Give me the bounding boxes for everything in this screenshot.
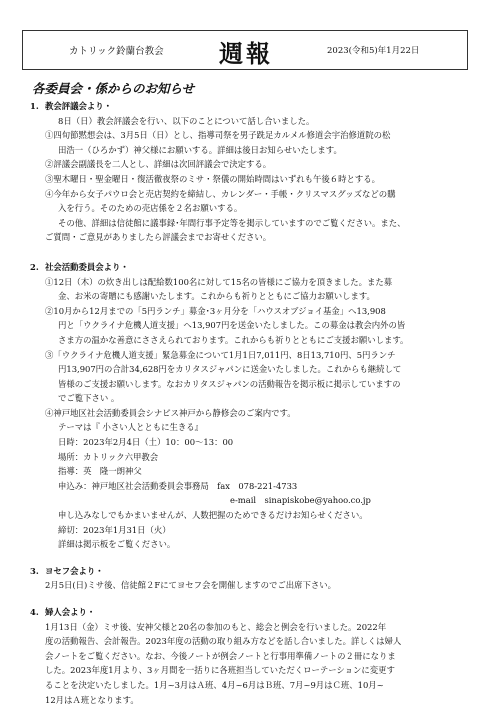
church-name: カトリック鈴蘭台教会 xyxy=(69,46,164,57)
section-3-label: ヨセフ会より・ xyxy=(45,565,104,576)
section-2-label: 社会活動委員会より・ xyxy=(45,261,129,272)
section-4-label: 婦人会より・ xyxy=(45,607,96,617)
s2-line: ①12日（木）の炊き出しは配給数100名に対して15名の皆様にご協力を頂きました。また募 xyxy=(45,276,393,287)
section-1-number: 1. xyxy=(30,101,39,111)
s2-line: e-mail sinapiskobe@yahoo.co.jp xyxy=(230,495,371,506)
s2-line: 詳細は掲示板をご覧ください。 xyxy=(58,539,176,550)
s2-line: 申し込みなしでもかまいませんが、人数把握のためできるだけお知らせください。 xyxy=(58,510,368,521)
bulletin-title: 週報 xyxy=(219,39,273,68)
s2-line: でご覧下さい 。 xyxy=(58,393,120,404)
s2-line: 円13,907円の合計34,628円をカリタスジャパンに送金いたしました。これからも継続して xyxy=(58,364,402,375)
s2-line: 円と「ウクライナ危機人道支援」へ13,907円を送金いたしました。この募金は教会内外の皆 xyxy=(58,320,406,331)
page-heading: 各委員会・係からのお知らせ xyxy=(32,81,195,96)
s2-line: ③「ウクライナ危機人道支援」緊急募金について1月1日7,011円、8日13,710円、5円ランチ xyxy=(45,349,396,360)
section-3-number: 3. xyxy=(30,565,39,576)
s1-line: 田浩一（ひろかず）神父様にお願いする。詳細は後日お知らせいたします。 xyxy=(58,144,342,155)
s4-line: ることを決定いたしました。1月~3月はＡ班、4月~6月はＢ班、7月~9月はＣ班、10月~ xyxy=(45,679,384,690)
section-1-label: 教会評議会より・ xyxy=(45,101,112,111)
s4-line: 1月13日（金）ミサ後、安神父様と20名の参加のもと、総会と例会を行いました。2022年 xyxy=(45,621,387,632)
announcements xyxy=(30,99,470,707)
s4-line: した。2023年度1月より、3ヶ月間を一括りに各班担当していただくローテーションに変更す xyxy=(45,665,395,676)
section-4-number: 4. xyxy=(30,607,39,617)
s2-line: 金、お米の寄贈にも感謝いたします。これからも祈りとともにご協力お願いします。 xyxy=(58,291,375,302)
s1-line: ④今年から女子パウロ会と売店契約を締結し、カレンダー・手帳・クリスマスグッズなどの購 xyxy=(45,188,396,199)
s2-line: 申込み：神戸地区社会活動委員会事務局 fax 078-221-4733 xyxy=(58,480,298,491)
s2-line: テーマは『 小さい人とともに生きる』 xyxy=(58,422,204,433)
bulletin-date: 2023(令和5)年1月22日 xyxy=(327,46,420,56)
s1-line: ①四旬節黙想会は、3月5日（日）とし、指導司祭を男子跣足カルメル修道会宇治修道院の松 xyxy=(45,130,391,141)
s2-line: 場所：カトリック六甲教会 xyxy=(58,451,159,462)
s3-line: 2月5日(日)ミサ後、信徒館２Fにてヨセフ会を開催しますのでご出席下さい。 xyxy=(45,580,337,591)
section-3-title xyxy=(30,564,470,579)
section-1-title xyxy=(30,99,470,114)
s2-line: 皆様のご支援お願いします。なおカリタスジャパンの活動報告を掲示板に掲示していますの xyxy=(58,378,401,389)
s2-line: ④神戸地区社会活動委員会シナピス神戸から静修会のご案内です。 xyxy=(45,407,296,418)
s1-line: ③聖木曜日・聖金曜日・復活徹夜祭のミサ・祭儀の開始時間はいずれも午後６時とする。 xyxy=(45,173,380,184)
s1-line: ②評議会副議長を二人とし、詳細は次回評議会で決定する。 xyxy=(45,159,272,170)
bulletin-header xyxy=(22,30,468,70)
s2-line: 指導：英 隆一朗神父 xyxy=(58,466,142,477)
section-2-title xyxy=(30,260,470,275)
s1-line: その他、詳細は信徒館に議事録･年間行事予定等を掲示していますのでご覧ください。また、 xyxy=(58,217,406,228)
s2-line: 締切：2023年1月31日（火） xyxy=(58,524,171,535)
s4-line: 会ノートをご覧ください。なお、今後ノートが例会ノートと行事用準備ノートの２冊になりま xyxy=(45,650,396,661)
s1-line: 入を行う。そのための売店係を２名お願いする。 xyxy=(58,203,243,214)
s4-line: 12月はＡ班となります。 xyxy=(45,694,139,705)
s4-line: 度の活動報告、会計報告。2023年度の活動の取り組み方などを話し合いました。詳しくは婦人 xyxy=(45,636,402,647)
section-4-title xyxy=(30,605,470,620)
s2-line: 日時：2023年2月4日（土）10：00～13：00 xyxy=(58,437,234,448)
section-2-number: 2. xyxy=(30,261,39,272)
s1-line: 8日（日）教会評議会を行い、以下のことについて話し合いました。 xyxy=(58,115,315,126)
s2-line: さま方の温かな善意にささえられております。これからも祈りとともにご支援お願いします。 xyxy=(58,334,409,345)
s1-line: ご質問・ご意見がありましたら評議会までお寄せください。 xyxy=(45,232,272,243)
s2-line: ②10月から12月までの「5円ランチ」募金･3ヶ月分を「ハウスオブジョイ基金」へ13,908 xyxy=(45,305,386,316)
